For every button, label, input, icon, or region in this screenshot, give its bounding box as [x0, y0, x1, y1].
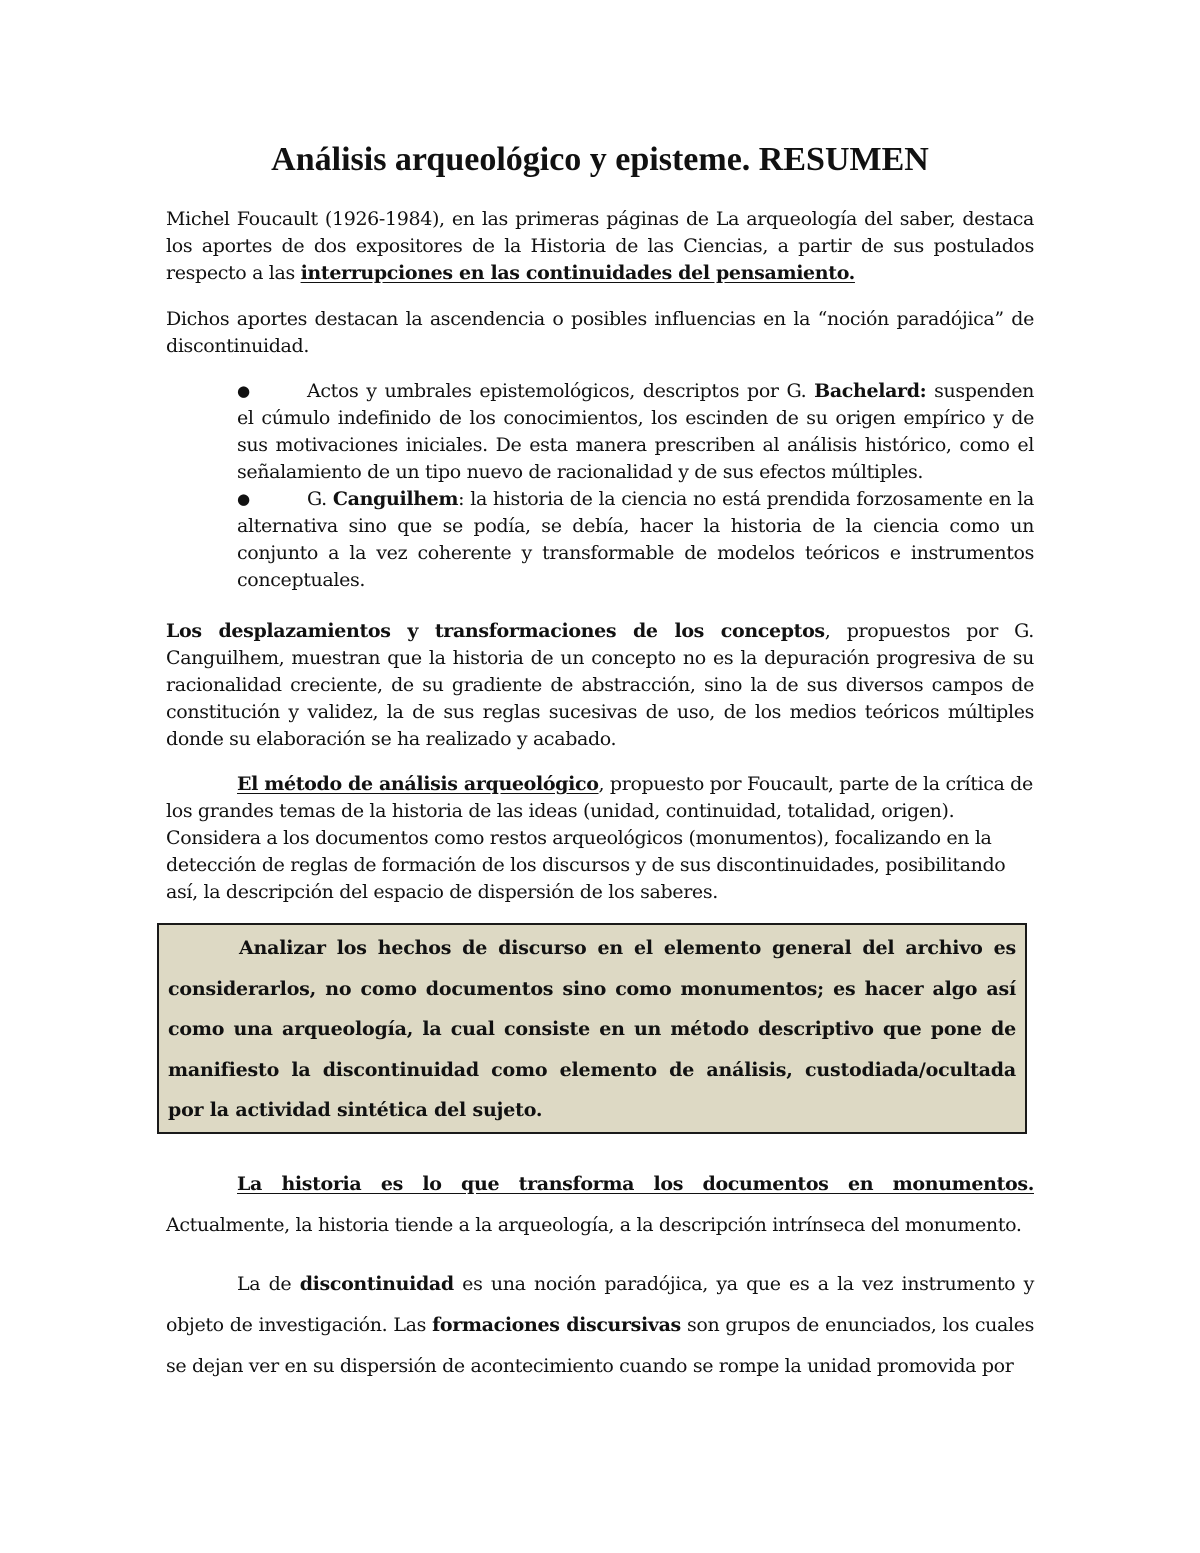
bullet-author: Bachelard: [814, 380, 927, 402]
bullet-text-pre: G. [307, 488, 333, 510]
paragraph-intro-emphasis: interrupciones en las continuidades del pensamiento. [300, 262, 855, 284]
paragraph-formations-text-3: son grupos de enunciados, los cuales se dejan ver en su dispersión de acontecimiento cuando se rompe la unidad promovida por [166, 1313, 1035, 1377]
paragraph-method-emphasis: El método de análisis arqueológico [237, 773, 599, 795]
bullet-list [237, 378, 1034, 594]
document-title: Análisis arqueológico y episteme. RESUMEN [271, 141, 929, 178]
quote-content: Analizar los hechos de discurso en el elemento general del archivo es considerarlos, no como documentos sino como monumentos; es hacer algo así como una arqueología, la cual consiste en un método descriptivo que pone de manifiesto la discontinuidad como elemento de análisis, custodiada/ocultada por la actividad sintética del sujeto. [168, 937, 1016, 1121]
paragraph-concepts [166, 618, 1034, 753]
paragraph-history-emphasis: La historia es lo que transforma los documentos en monumentos. [237, 1172, 1034, 1195]
paragraph-discontinuity: Dichos aportes destacan la ascendencia o posibles influencias en la “noción paradójica” de discontinuidad. [166, 308, 1034, 357]
paragraph-concepts-text: , propuestos por G. Canguilhem, muestran que la historia de un concepto no es la depuración progresiva de su racionalidad creciente, de su gradiente de abstracción, sino la de sus diversos campos de constitución y validez, la de sus reglas sucesivas de uso, de los medios teóricos múltiples donde su elaboración se ha realizado y acabado. [166, 620, 1034, 750]
list-item [237, 378, 1034, 486]
bullet-text-pre: Actos y umbrales epistemológicos, descriptos por G. [307, 380, 815, 402]
paragraph-method-text: , propuesto por Foucault, parte de la crítica de los grandes temas de la historia de las ideas (unidad, continuidad, totalidad, origen). Considera a los documentos como restos arqueológicos (monumentos), focalizando en la detección de reglas de formación de los discursos y de sus discontinuidades, posibilitando así, la descripción del espacio de dispersión de los saberes. [166, 773, 1033, 903]
paragraph-formations-text-2: es una noción paradójica, ya que es a la vez instrumento y objeto de investigación. Las [166, 1272, 1034, 1336]
paragraph-formations-text-1: La de [237, 1272, 300, 1295]
bullet-text-post: suspenden el cúmulo indefinido de los conocimientos, los escinden de su origen empírico y de sus motivaciones iniciales. De esta manera prescriben al análisis histórico, como el señalamiento de un tipo nuevo de racionalidad y de sus efectos múltiples. [237, 380, 1034, 483]
bullet-icon: ● [237, 490, 250, 508]
list-item [237, 486, 1034, 594]
paragraph-intro [166, 206, 1034, 287]
document-page [166, 138, 1034, 1387]
quote-text [168, 928, 1016, 1131]
quote-box [157, 923, 1027, 1134]
paragraph-concepts-bold: Los desplazamientos y transformaciones de los conceptos [166, 620, 825, 642]
paragraph-formations-bold-1: discontinuidad [299, 1272, 454, 1295]
paragraph-formations [166, 1264, 1034, 1387]
paragraph-intro-text: Michel Foucault (1926-1984), en las primeras páginas de La arqueología del saber, destaca los aportes de dos expositores de la Historia de las Ciencias, a partir de sus postulados respecto a las [166, 208, 1034, 284]
bullet-text-post: : la historia de la ciencia no está prendida forzosamente en la alternativa sino que se podía, se debía, hacer la historia de la ciencia como un conjunto a la vez coherente y transformable de modelos teóricos e instrumentos conceptuales. [237, 488, 1034, 591]
bullet-icon: ● [237, 382, 250, 400]
bullet-author: Canguilhem [332, 488, 459, 510]
paragraph-formations-bold-2: formaciones discursivas [432, 1313, 681, 1336]
paragraph-method [166, 771, 1034, 906]
paragraph-history [166, 1164, 1034, 1246]
paragraph-history-text: Actualmente, la historia tiende a la arqueología, a la descripción intrínseca del monumento. [166, 1213, 1022, 1236]
